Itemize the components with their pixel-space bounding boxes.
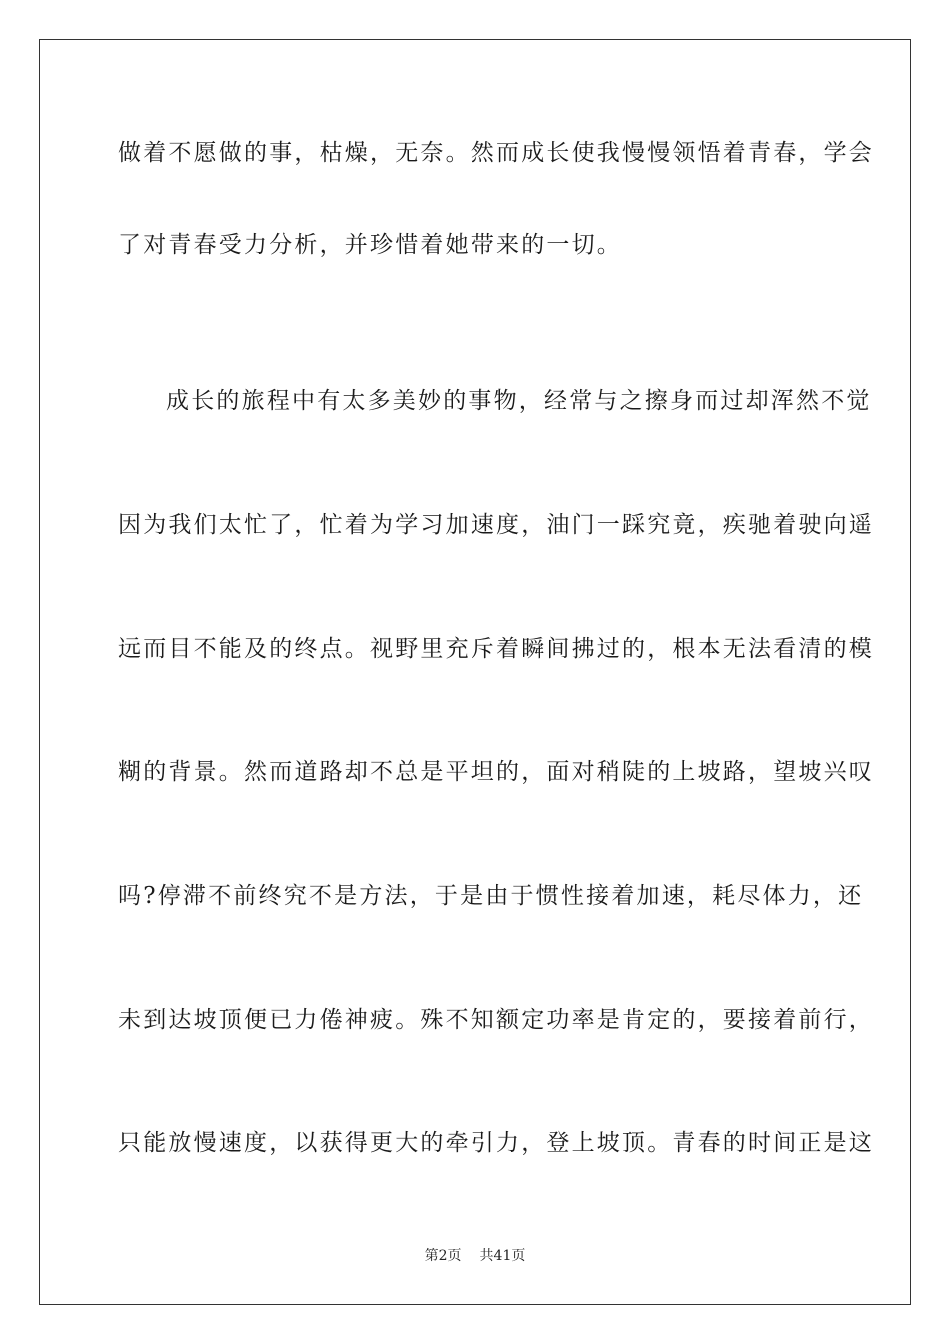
text-line-7: 吗?停滞不前终究不是方法，于是由于惯性接着加速，耗尽体力，还 bbox=[118, 883, 864, 909]
text-line-3: 成长的旅程中有太多美妙的事物，经常与之擦身而过却浑然不觉 bbox=[166, 388, 872, 414]
text-line-1: 做着不愿做的事，枯燥，无奈。然而成长使我慢慢领悟着青春，学会 bbox=[118, 140, 874, 166]
text-line-4: 因为我们太忙了，忙着为学习加速度，油门一踩究竟，疾驰着驶向遥 bbox=[118, 512, 874, 538]
page-total: 共41页 bbox=[479, 1248, 526, 1264]
page-footer bbox=[0, 1246, 950, 1266]
text-line-2: 了对青春受力分析，并珍惜着她带来的一切。 bbox=[118, 232, 622, 258]
text-line-5: 远而目不能及的终点。视野里充斥着瞬间拂过的，根本无法看清的模 bbox=[118, 636, 874, 662]
page-number: 第2页 bbox=[424, 1248, 462, 1264]
text-line-9: 只能放慢速度，以获得更大的牵引力，登上坡顶。青春的时间正是这 bbox=[118, 1130, 874, 1156]
text-line-6: 糊的背景。然而道路却不总是平坦的，面对稍陡的上坡路，望坡兴叹 bbox=[118, 759, 874, 785]
text-line-8: 未到达坡顶便已力倦神疲。殊不知额定功率是肯定的，要接着前行， bbox=[118, 1007, 874, 1033]
